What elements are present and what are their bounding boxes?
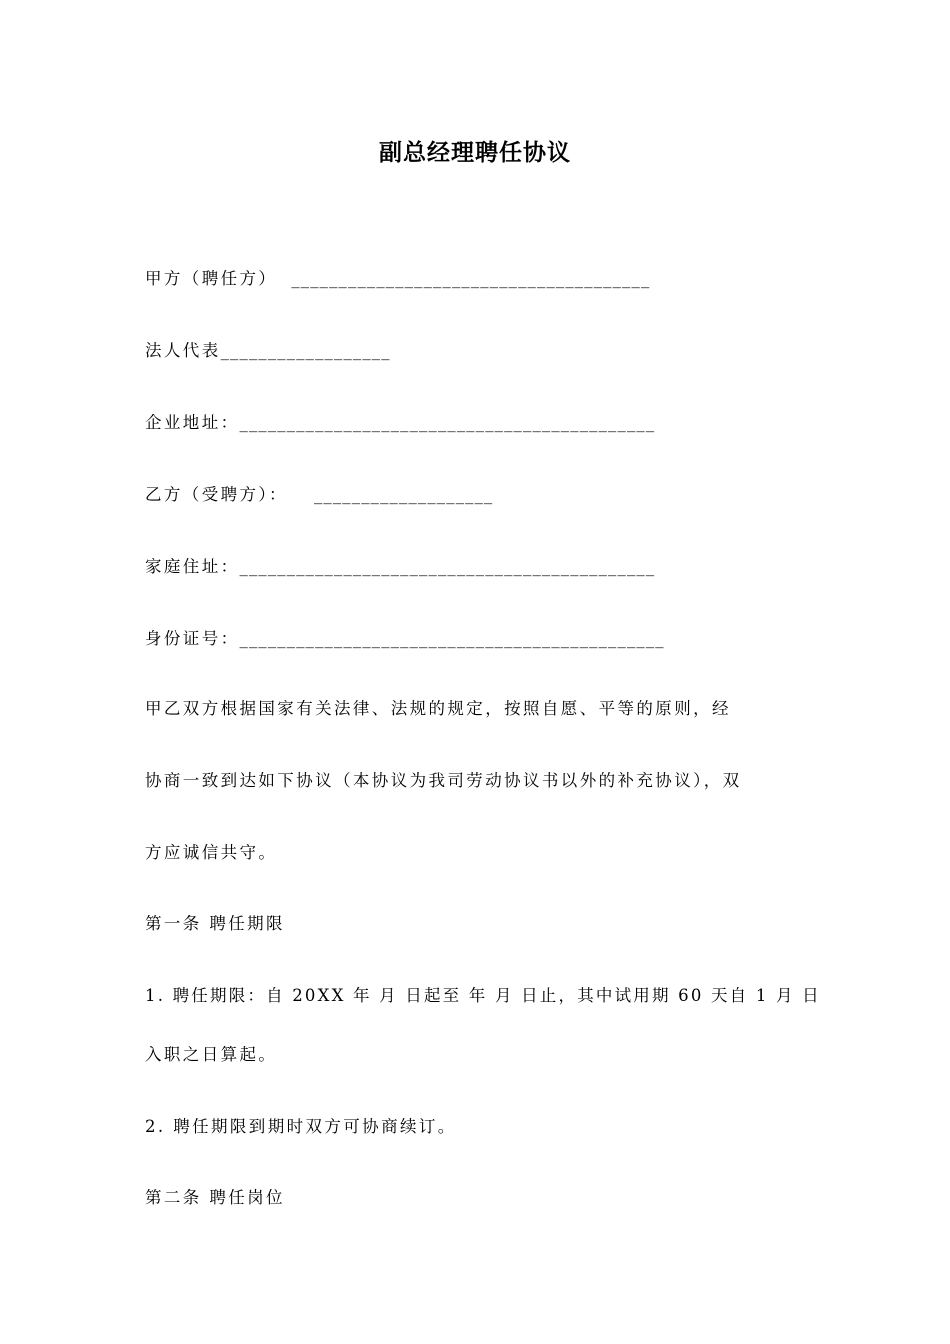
legal-rep-field [145,339,391,363]
party-b-blank: ___________________ [313,485,494,504]
document-title: 副总经理聘任协议 [379,140,571,166]
preamble-line-1: 甲乙双方根据国家有关法律、法规的规定，按照自愿、平等的原则，经 [145,699,731,718]
id-number-field [145,627,665,651]
article-2-heading: 第二条 聘任岗位 [145,1188,285,1207]
article-1-item-2: 2. 聘任期限到期时双方可协商续订。 [145,1117,457,1136]
id-number-blank: _____________________________________________ [239,629,665,648]
preamble-line-2: 协商一致到达如下协议（本协议为我司劳动协议书以外的补充协议），双 [145,771,742,790]
party-a-blank: ______________________________________ [291,269,651,288]
party-a-field [145,267,650,291]
home-address-field [145,555,655,579]
legal-rep-label: 法人代表 [145,341,221,360]
company-address-blank: ____________________________________________ [239,413,656,432]
party-b-field [145,483,494,507]
home-address-blank: ____________________________________________ [239,557,656,576]
home-address-label: 家庭住址： [145,557,240,576]
article-1-item-1-line-1: 1. 聘任期限：自 20XX 年 月 日起至 年 月 日止，其中试用期 60 天自 1 月 日 [145,986,821,1005]
legal-rep-blank: __________________ [220,341,391,360]
preamble-line-3: 方应诚信共守。 [145,843,278,862]
article-1-heading: 第一条 聘任期限 [145,914,285,933]
company-address-field [145,411,655,435]
party-b-label: 乙方（受聘方）： [145,485,288,504]
id-number-label: 身份证号： [145,629,240,648]
party-a-label: 甲方（聘任方） [145,269,278,288]
company-address-label: 企业地址： [145,413,240,432]
article-1-item-1-line-2: 入职之日算起。 [145,1045,278,1064]
